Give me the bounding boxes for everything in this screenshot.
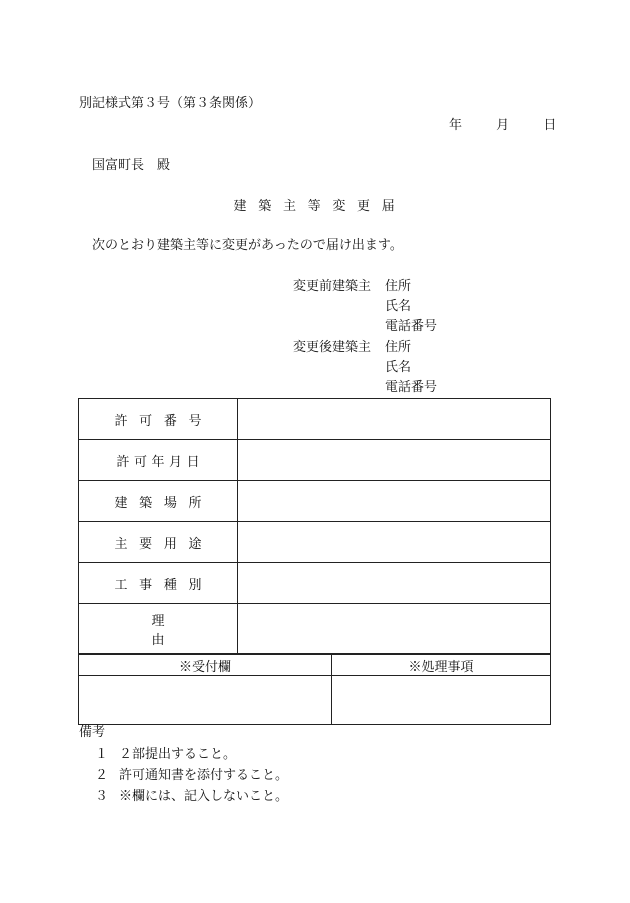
row-label-text: 理由 (151, 613, 235, 648)
row-label-construction-site (79, 481, 238, 522)
row-value-permit-date[interactable] (238, 440, 551, 481)
row-label-text: 許可番号 (114, 413, 214, 429)
row-value-permit-number[interactable] (238, 399, 551, 440)
addressee: 国富町長 殿 (92, 158, 171, 173)
note-item (95, 789, 288, 805)
before-phone-label: 電話番号 (385, 319, 438, 334)
table-row (79, 655, 551, 676)
table-row (79, 481, 551, 522)
row-label-permit-number (79, 399, 238, 440)
table-row (79, 522, 551, 563)
table-row (79, 563, 551, 604)
row-label-main-use (79, 522, 238, 563)
before-name-label: 氏名 (385, 299, 412, 314)
note-text: ※欄には、記入しないこと。 (119, 789, 289, 804)
note-text: ２部提出すること。 (119, 747, 237, 762)
row-label-text: 主要用途 (114, 536, 214, 552)
date-line (449, 118, 556, 134)
note-item (95, 768, 288, 784)
office-use-table (78, 654, 551, 725)
form-label: 別記様式第３号（第３条関係） (79, 96, 262, 111)
row-value-construction-site[interactable] (238, 481, 551, 522)
row-value-main-use[interactable] (238, 522, 551, 563)
note-item (95, 747, 236, 763)
row-label-text: 工事種別 (114, 577, 214, 593)
after-phone-label: 電話番号 (385, 380, 438, 395)
notes-title: 備考 (79, 725, 106, 740)
table-row (79, 440, 551, 481)
before-owner-label: 変更前建築主 (293, 279, 372, 294)
after-name-label: 氏名 (385, 360, 412, 375)
row-label-text: 建築場所 (114, 495, 214, 511)
row-label-text: 許可年月日 (116, 454, 205, 470)
row-label-reason (79, 604, 238, 654)
processing-cell (332, 676, 551, 725)
row-value-work-type[interactable] (238, 563, 551, 604)
row-label-work-type (79, 563, 238, 604)
row-label-permit-date (79, 440, 238, 481)
date-month: 月 (496, 118, 510, 133)
reception-header: ※受付欄 (79, 655, 332, 676)
date-day: 日 (543, 118, 557, 133)
note-text: 許可通知書を添付すること。 (119, 768, 289, 783)
document-title: 建築主等変更届 (233, 199, 407, 214)
table-row (79, 399, 551, 440)
intro-text: 次のとおり建築主等に変更があったので届け出ます。 (92, 238, 403, 253)
table-row (79, 676, 551, 725)
processing-header: ※処理事項 (332, 655, 551, 676)
before-address-label: 住所 (385, 279, 412, 294)
row-value-reason[interactable] (238, 604, 551, 654)
date-year: 年 (449, 118, 463, 133)
note-number: ２ (95, 768, 109, 783)
reception-cell (79, 676, 332, 725)
info-table (78, 398, 551, 654)
table-row (79, 604, 551, 654)
after-owner-label: 変更後建築主 (293, 340, 372, 355)
note-number: １ (95, 747, 109, 762)
note-number: ３ (95, 789, 109, 804)
after-address-label: 住所 (385, 340, 412, 355)
